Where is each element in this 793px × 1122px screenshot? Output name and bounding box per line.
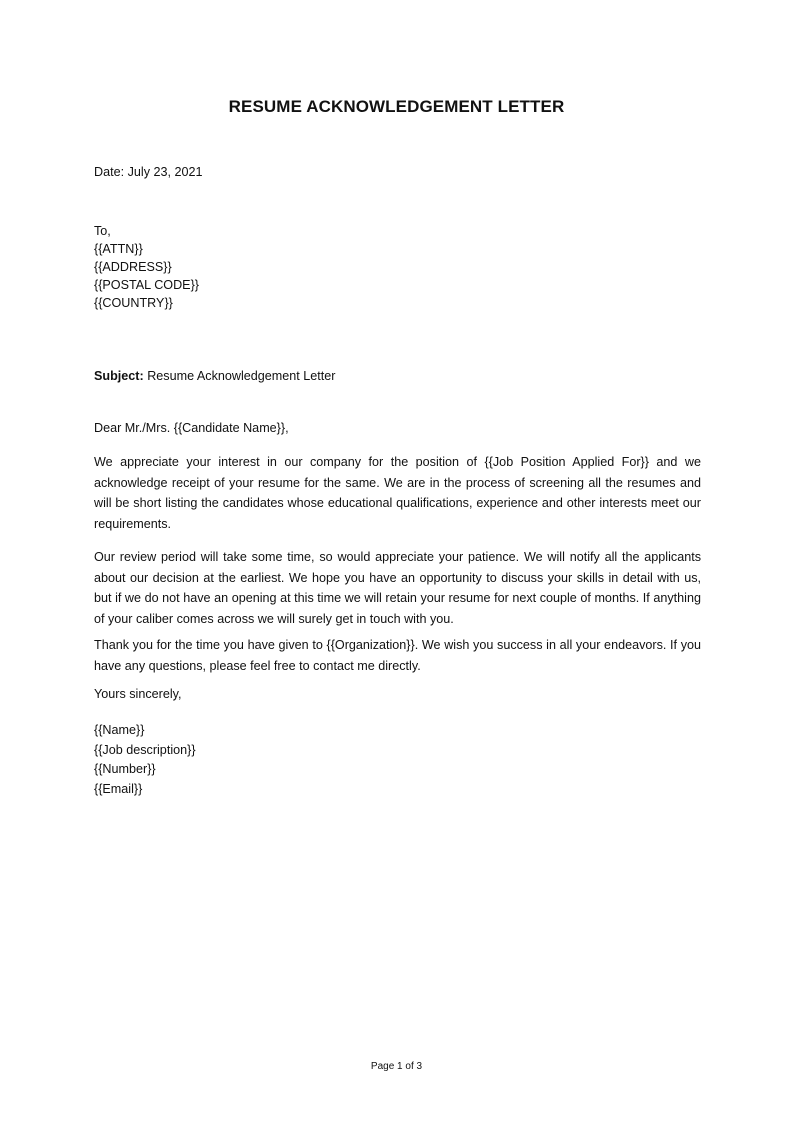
recipient-salutation: To, bbox=[94, 224, 111, 238]
paragraph-1: We appreciate your interest in our company for the position of {{Job Position Applied For}} and we acknowledge receipt of your resume for the same. We are in the process of screening all the resumes and will be short listing the candidates whose educational qualifications, experience and other interests meet our requirements. bbox=[94, 455, 701, 531]
signature-block bbox=[94, 721, 701, 799]
paragraph-2: Our review period will take some time, so would appreciate your patience. We will notify all the applicants about our decision at the earliest. We hope you have an opportunity to discuss your skills in detail with us, but if we do not have an opening at this time we will retain your resume for next couple of months. If anything of your caliber comes across we will surely get in touch with you. bbox=[94, 550, 701, 626]
greeting: Dear Mr./Mrs. {{Candidate Name}}, bbox=[94, 421, 289, 435]
signature-email: {{Email}} bbox=[94, 781, 143, 796]
recipient-block bbox=[94, 222, 701, 312]
signature-name: {{Name}} bbox=[94, 723, 145, 737]
subject-text: Resume Acknowledgement Letter bbox=[147, 369, 336, 383]
recipient-country: {{COUNTRY}} bbox=[94, 296, 173, 310]
document-title: RESUME ACKNOWLEDGEMENT LETTER bbox=[228, 97, 565, 116]
letter-date: Date: July 23, 2021 bbox=[94, 165, 203, 179]
closing: Yours sincerely, bbox=[94, 687, 182, 701]
subject-label: Subject: bbox=[94, 369, 144, 383]
paragraph-3: Thank you for the time you have given to {{Organization}}. We wish you success in all your endeavors. If you have any questions, please feel free to contact me directly. bbox=[94, 638, 701, 673]
page-number-footer: Page 1 of 3 bbox=[370, 1061, 423, 1072]
recipient-postal-code: {{POSTAL CODE}} bbox=[94, 278, 199, 292]
signature-job-description: {{Job description}} bbox=[94, 742, 196, 757]
subject-line bbox=[94, 366, 701, 386]
signature-number: {{Number}} bbox=[94, 762, 156, 776]
recipient-address: {{ADDRESS}} bbox=[94, 260, 172, 274]
recipient-attn: {{ATTN}} bbox=[94, 242, 143, 256]
